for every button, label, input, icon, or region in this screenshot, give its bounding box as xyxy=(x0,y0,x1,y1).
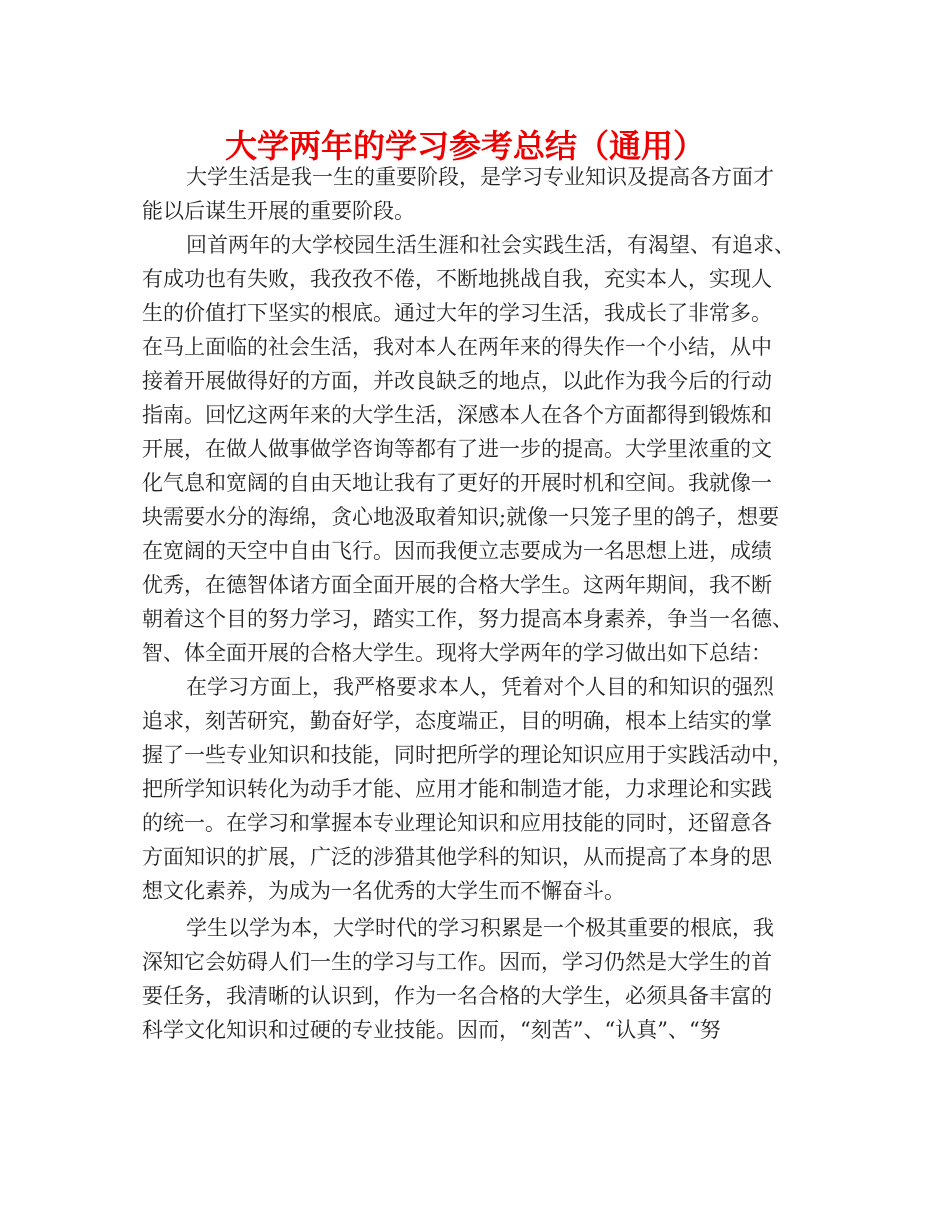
text-line: 朝着这个目的努力学习，踏实工作，努力提高本身素养，争当一名德、 xyxy=(142,607,793,631)
text-line: 深知它会妨碍人们一生的学习与工作。因而，学习仍然是大学生的首 xyxy=(142,950,772,974)
text-line: 握了一些专业知识和技能，同时把所学的理论知识应用于实践活动中， xyxy=(142,743,793,767)
text-line: 有成功也有失败，我孜孜不倦，不断地挑战自我，充实本人，实现人 xyxy=(142,267,772,291)
text-line: 块需要水分的海绵，贪心地汲取着知识;就像一只笼子里的鸽子，想要 xyxy=(142,505,780,529)
document-title: 大学两年的学习参考总结（通用） xyxy=(224,127,705,165)
text-line: 把所学知识转化为动手才能、应用才能和制造才能，力求理论和实践 xyxy=(142,777,772,801)
text-line: 回首两年的大学校园生活生涯和社会实践生活，有渴望、有追求、 xyxy=(186,233,795,257)
text-line: 指南。回忆这两年来的大学生活，深感本人在各个方面都得到锻炼和 xyxy=(142,403,772,427)
text-line: 在宽阔的天空中自由飞行。因而我便立志要成为一名思想上进，成绩 xyxy=(142,539,772,563)
text-line: 开展，在做人做事做学咨询等都有了进一步的提高。大学里浓重的文 xyxy=(142,437,772,461)
text-line: 科学文化知识和过硬的专业技能。因而，“刻苦”、“认真”、“努 xyxy=(142,1018,721,1042)
text-line: 大学生活是我一生的重要阶段，是学习专业知识及提高各方面才 xyxy=(186,165,774,189)
text-line: 能以后谋生开展的重要阶段。 xyxy=(142,199,415,223)
text-line: 化气息和宽阔的自由天地让我有了更好的开展时机和空间。我就像一 xyxy=(142,471,772,495)
text-line: 想文化素养，为成为一名优秀的大学生而不懈奋斗。 xyxy=(142,879,625,903)
text-line: 智、体全面开展的合格大学生。现将大学两年的学习做出如下总结： xyxy=(142,641,772,665)
document-body xyxy=(142,160,822,1047)
text-line: 要任务，我清晰的认识到，作为一名合格的大学生，必须具备丰富的 xyxy=(142,984,772,1008)
text-line: 的统一。在学习和掌握本专业理论知识和应用技能的同时，还留意各 xyxy=(142,811,772,835)
text-line: 接着开展做得好的方面，并改良缺乏的地点，以此作为我今后的行动 xyxy=(142,369,772,393)
text-line: 在学习方面上，我严格要求本人，凭着对个人目的和知识的强烈 xyxy=(186,675,774,699)
text-line: 在马上面临的社会生活，我对本人在两年来的得失作一个小结，从中 xyxy=(142,335,772,359)
text-line: 方面知识的扩展，广泛的涉猎其他学科的知识，从而提高了本身的思 xyxy=(142,845,772,869)
text-line: 学生以学为本，大学时代的学习积累是一个极其重要的根底，我 xyxy=(186,916,774,940)
text-line: 生的价值打下坚实的根底。通过大年的学习生活，我成长了非常多。 xyxy=(142,301,772,325)
text-line: 追求，刻苦研究，勤奋好学，态度端正，目的明确，根本上结实的掌 xyxy=(142,709,772,733)
text-line: 优秀，在德智体诸方面全面开展的合格大学生。这两年期间，我不断 xyxy=(142,573,772,597)
